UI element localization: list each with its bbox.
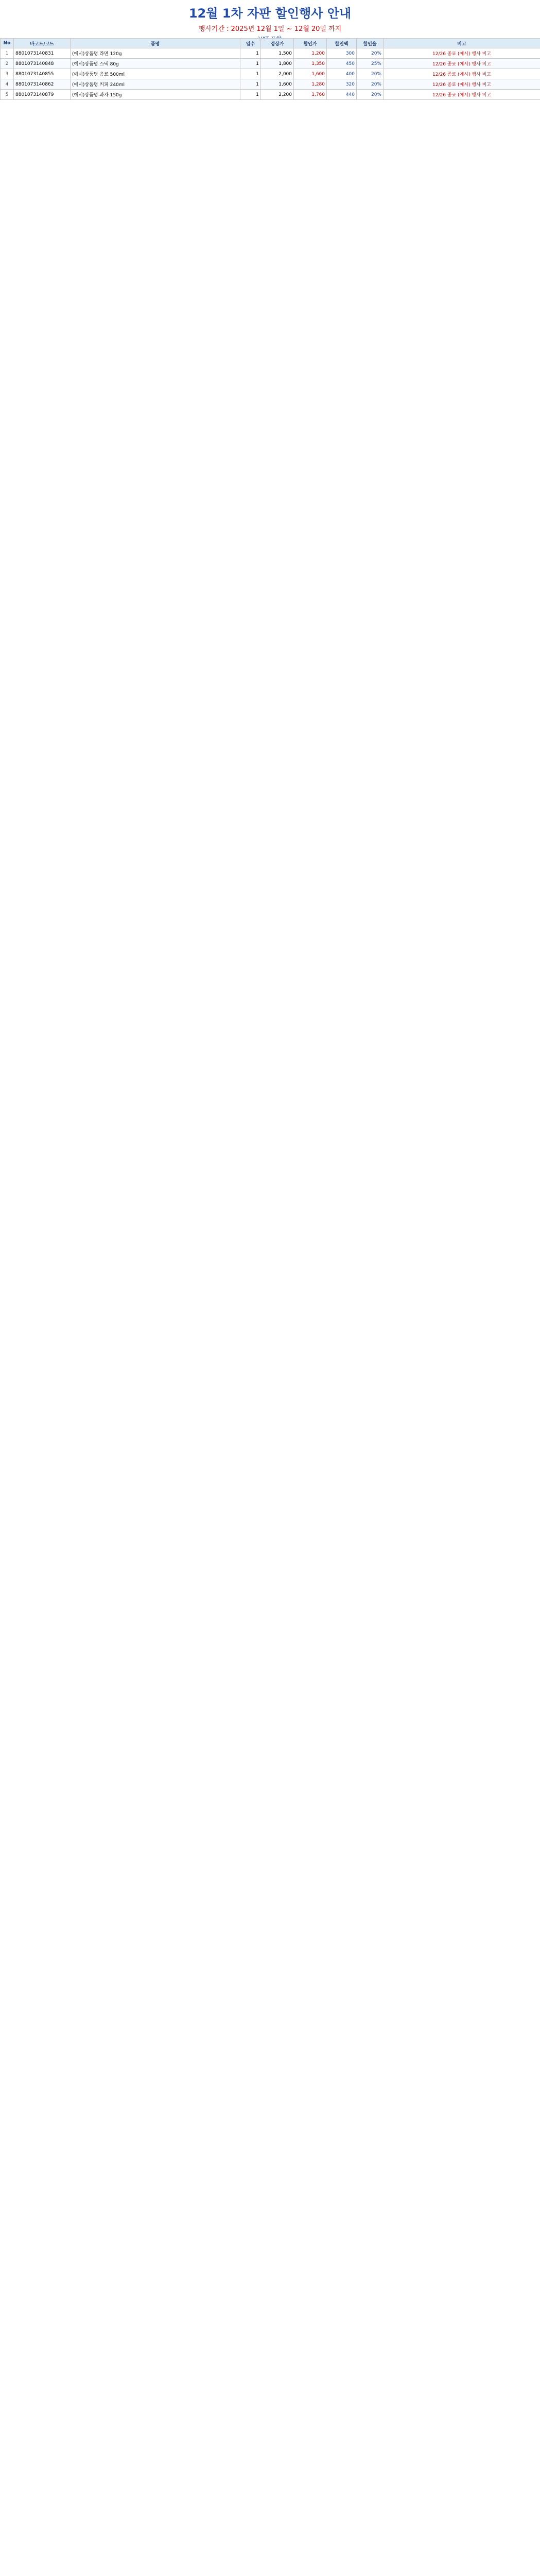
- table-cell: 2: [1, 59, 14, 69]
- table-cell: 8801073140855: [14, 69, 71, 79]
- table-cell: 1: [240, 79, 261, 90]
- page-title: 12월 1차 자판 할인행사 안내: [188, 6, 352, 21]
- table-row: [1, 79, 540, 90]
- table-cell: 12/26 종료 (예시) 행사 비고: [384, 59, 540, 69]
- header: [0, 0, 540, 39]
- table-cell: 20%: [357, 79, 384, 90]
- table-cell: (예시)상품명 커피 240ml: [71, 79, 240, 90]
- table-cell: 12/26 종료 (예시) 행사 비고: [384, 48, 540, 59]
- table-cell: 1,350: [294, 59, 327, 69]
- table-cell: 320: [327, 79, 357, 90]
- table-cell: 8801073140879: [14, 90, 71, 100]
- table-row: [1, 59, 540, 69]
- table-cell: 440: [327, 90, 357, 100]
- column-header: 할인가: [294, 39, 327, 48]
- event-period: 행사기간 : 2025년 12월 1일 ~ 12월 20일 까지: [198, 25, 342, 33]
- column-header: 품명: [71, 39, 240, 48]
- table-cell: 8801073140848: [14, 59, 71, 69]
- column-header: 비고: [384, 39, 540, 48]
- column-header: No: [1, 39, 14, 48]
- table-row: [1, 69, 540, 79]
- table-cell: 1,600: [261, 79, 294, 90]
- table-cell: 20%: [357, 90, 384, 100]
- table-cell: 400: [327, 69, 357, 79]
- table-cell: 1: [1, 48, 14, 59]
- table-cell: 20%: [357, 69, 384, 79]
- discount-table-wrapper: [0, 38, 540, 2576]
- table-cell: 8801073140862: [14, 79, 71, 90]
- column-header: 입수: [240, 39, 261, 48]
- table-cell: 12/26 종료 (예시) 행사 비고: [384, 79, 540, 90]
- table-cell: 3: [1, 69, 14, 79]
- table-cell: (예시)상품명 과자 150g: [71, 90, 240, 100]
- table-row: [1, 90, 540, 100]
- table-cell: 12/26 종료 (예시) 행사 비고: [384, 90, 540, 100]
- table-cell: 1,760: [294, 90, 327, 100]
- table-cell: 1,600: [294, 69, 327, 79]
- table-cell: 2,000: [261, 69, 294, 79]
- table-cell: 20%: [357, 48, 384, 59]
- table-body: [1, 48, 540, 100]
- table-row: [1, 48, 540, 59]
- table-cell: 450: [327, 59, 357, 69]
- column-header: 할인율: [357, 39, 384, 48]
- table-cell: 1: [240, 90, 261, 100]
- table-header: [1, 39, 540, 48]
- table-cell: 300: [327, 48, 357, 59]
- table-cell: 1,500: [261, 48, 294, 59]
- column-header: 정상가: [261, 39, 294, 48]
- table-cell: 8801073140831: [14, 48, 71, 59]
- table-cell: 1,200: [294, 48, 327, 59]
- discount-table: [0, 38, 540, 100]
- table-cell: (예시)상품명 스낵 80g: [71, 59, 240, 69]
- table-cell: 1: [240, 48, 261, 59]
- table-cell: 2,200: [261, 90, 294, 100]
- table-cell: 25%: [357, 59, 384, 69]
- table-cell: 1: [240, 59, 261, 69]
- table-cell: 1,280: [294, 79, 327, 90]
- column-header: 바코드/코드: [14, 39, 71, 48]
- table-cell: 4: [1, 79, 14, 90]
- table-cell: (예시)상품명 음료 500ml: [71, 69, 240, 79]
- table-cell: 1,800: [261, 59, 294, 69]
- table-cell: (예시)상품명 라면 120g: [71, 48, 240, 59]
- table-cell: 1: [240, 69, 261, 79]
- table-cell: 5: [1, 90, 14, 100]
- table-cell: 12/26 종료 (예시) 행사 비고: [384, 69, 540, 79]
- column-header: 할인액: [327, 39, 357, 48]
